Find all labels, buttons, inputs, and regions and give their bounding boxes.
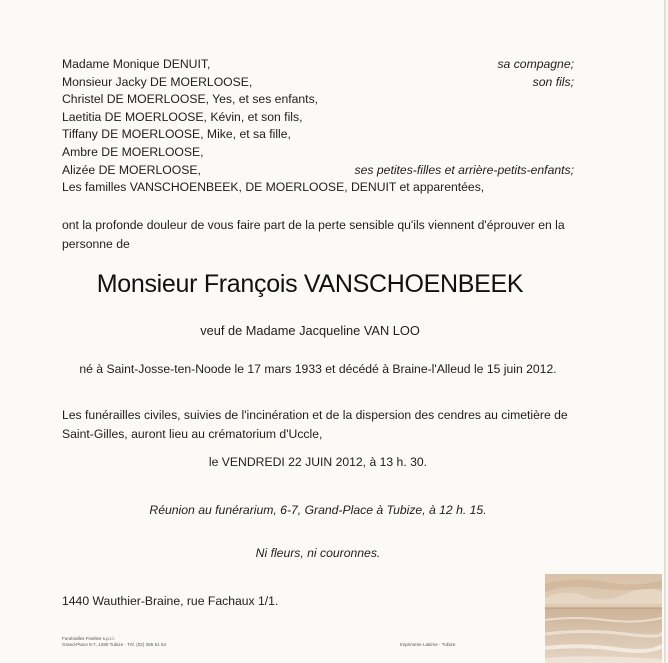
intro-text: ont la profonde douleur de vous faire part de la perte sensible qu'ils viennent d'éprouver en la personne de — [62, 218, 565, 251]
family-member-name: Laetitia DE MOERLOOSE, Kévin, et son fils, — [62, 109, 303, 124]
family-row — [62, 91, 574, 109]
seascape-image — [545, 574, 662, 663]
family-address: 1440 Wauthier-Braine, rue Fachaux 1/1. — [62, 594, 279, 608]
family-row — [62, 179, 574, 197]
family-row — [62, 74, 574, 92]
family-member-relation: ses petites-filles et arrière-petits-enfants; — [354, 162, 574, 177]
family-member-name: Christel DE MOERLOOSE, Yes, et ses enfants, — [62, 92, 319, 107]
family-member-name: Alizée DE MOERLOOSE, — [62, 162, 201, 177]
deceased-name: Monsieur François VANSCHOENBEEK — [96, 270, 524, 298]
funeral-date: le VENDREDI 22 JUIN 2012, à 13 h. 30. — [208, 455, 428, 469]
seascape-photo — [545, 574, 662, 663]
reunion-line: Réunion au funérarium, 6-7, Grand-Place à Tubize, à 12 h. 15. — [149, 503, 487, 517]
family-row — [62, 126, 574, 144]
family-list — [62, 56, 574, 197]
family-row — [62, 56, 574, 74]
printer-imprint: Imprimerie Lakime · Tubize — [400, 642, 456, 647]
family-member-relation: sa compagne; — [497, 57, 574, 71]
family-member-name: Les familles VANSCHOENBEEK, DE MOERLOOSE, DENUIT et apparentées, — [62, 180, 485, 195]
funeral-text: Les funérailles civiles, suivies de l'incinération et de la dispersion des cendres au cimetière de Saint-Gilles, auront lieu au crématorium d'Uccle, — [62, 408, 568, 441]
family-member-name: Ambre DE MOERLOOSE, — [62, 144, 204, 159]
birth-death-line: né à Saint-Josse-ten-Noode le 17 mars 1933 et décédé à Braine-l'Alleud le 15 juin 2012. — [79, 362, 557, 376]
widower-line: veuf de Madame Jacqueline VAN LOO — [200, 323, 420, 338]
page-edge — [664, 0, 666, 663]
family-row — [62, 109, 574, 127]
undertaker-name: Funérailles Fivelles s.p.r.l. — [62, 636, 115, 641]
flowers-line: Ni fleurs, ni couronnes. — [255, 546, 381, 560]
family-row — [62, 144, 574, 162]
family-member-name: Tiffany DE MOERLOOSE, Mike, et sa fille, — [62, 127, 291, 142]
undertaker-address: Grand-Place 6-7, 1480 Tubize · Tél. (02) 355 51 54 — [62, 642, 167, 647]
family-row — [62, 162, 574, 180]
family-member-name: Madame Monique DENUIT, — [62, 57, 211, 71]
family-member-name: Monsieur Jacky DE MOERLOOSE, — [62, 74, 253, 89]
undertaker-imprint — [62, 636, 166, 648]
family-member-relation: son fils; — [532, 74, 574, 89]
